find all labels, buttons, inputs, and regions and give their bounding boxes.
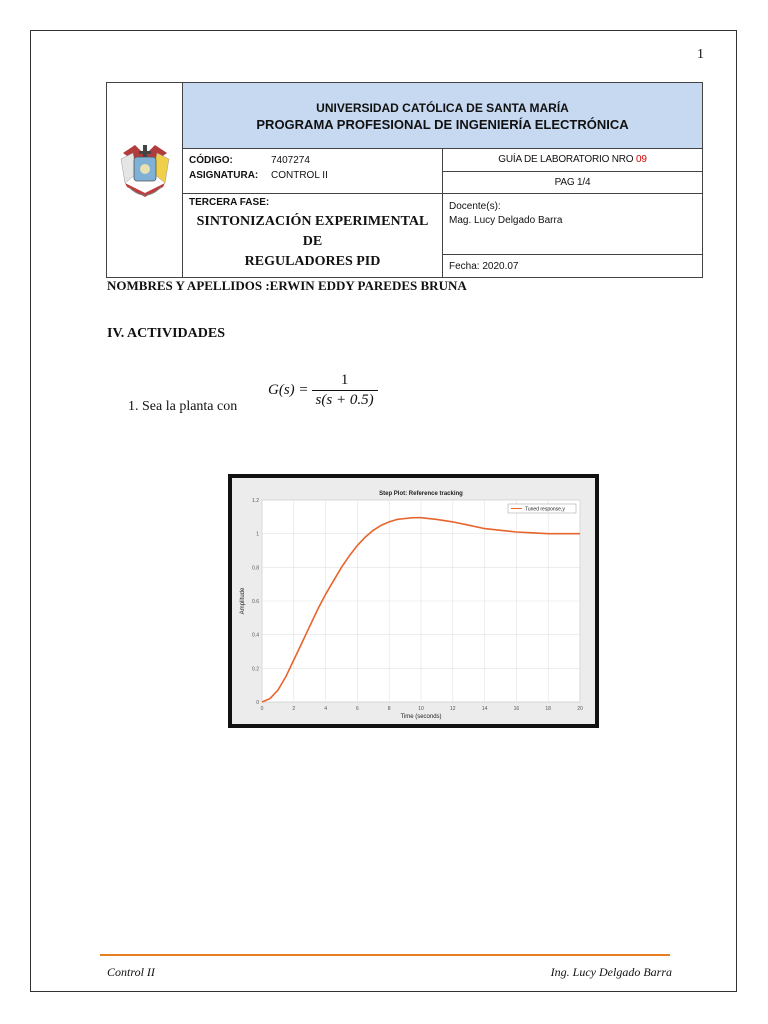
section-title: IV. ACTIVIDADES xyxy=(107,326,226,341)
docente-label: Docente(s): xyxy=(449,201,501,212)
figure-canvas xyxy=(232,478,595,724)
x-tick-label: 20 xyxy=(577,706,583,712)
formula-fraction xyxy=(312,372,378,409)
asignatura-label: ASIGNATURA: xyxy=(189,170,259,181)
page-count-cell xyxy=(443,171,703,194)
phase-label: TERCERA FASE: xyxy=(189,197,270,208)
x-tick-label: 2 xyxy=(292,706,296,712)
university-banner xyxy=(183,83,703,149)
figure-frame xyxy=(228,474,599,728)
activity-item-1: 1. Sea la planta con xyxy=(128,399,238,414)
chart-title: Step Plot: Reference tracking xyxy=(379,491,463,497)
step-response-chart xyxy=(232,478,595,724)
y-tick-label: 0.8 xyxy=(252,565,259,572)
x-tick-label: 4 xyxy=(324,706,327,712)
legend-label: Tuned response,y xyxy=(525,506,565,513)
y-tick-label: 1 xyxy=(256,531,259,538)
document-header-table xyxy=(106,82,703,278)
university-name: UNIVERSIDAD CATÓLICA DE SANTA MARÍA xyxy=(316,101,569,115)
legend xyxy=(508,504,576,513)
formula-denominator: s(s + 0.5) xyxy=(312,390,378,409)
docente-block xyxy=(443,194,702,255)
phase-title-line1: SINTONIZACIÓN EXPERIMENTAL DE xyxy=(196,214,429,249)
x-tick-label: 10 xyxy=(418,706,424,712)
y-axis-label: Amplitude xyxy=(240,587,246,615)
codigo-label: CÓDIGO: xyxy=(189,155,233,166)
y-tick-label: 0.2 xyxy=(252,666,259,673)
asignatura-value: CONTROL II xyxy=(271,170,328,181)
y-tick-label: 0 xyxy=(256,700,259,706)
guia-number: 09 xyxy=(635,154,647,166)
x-axis-label: Time (seconds) xyxy=(400,714,442,720)
guia-label: GUÍA DE LABORATORIO NRO xyxy=(498,154,634,166)
x-tick-label: 0 xyxy=(260,706,264,712)
logo-cell xyxy=(107,83,183,278)
fecha: Fecha: 2020.07 xyxy=(449,260,519,272)
codigo-value: 7407274 xyxy=(271,155,310,166)
footer-course: Control II xyxy=(107,965,155,979)
x-tick-label: 18 xyxy=(545,706,551,712)
program-name: PROGRAMA PROFESIONAL DE INGENIERÍA ELECTRÓNICA xyxy=(256,117,629,132)
y-tick-label: 1.2 xyxy=(252,498,259,504)
student-name-line: NOMBRES Y APELLIDOS :ERWIN EDDY PAREDES BRUNA xyxy=(107,278,467,293)
x-tick-label: 6 xyxy=(356,706,359,712)
formula-lhs: G(s) = xyxy=(268,382,309,398)
x-tick-label: 8 xyxy=(387,706,391,712)
x-tick-label: 14 xyxy=(481,706,488,712)
phase-cell xyxy=(183,194,443,278)
transfer-function xyxy=(268,372,378,409)
x-tick-label: 12 xyxy=(450,706,456,712)
page-count: PAG 1/4 xyxy=(554,176,591,188)
formula-numerator: 1 xyxy=(340,372,349,388)
y-tick-label: 0.6 xyxy=(252,599,259,605)
university-crest-icon xyxy=(107,83,182,261)
footer-divider xyxy=(100,954,670,956)
x-tick-label: 16 xyxy=(513,706,520,712)
page-number: 1 xyxy=(697,47,704,62)
docente-name: Mag. Lucy Delgado Barra xyxy=(449,215,563,226)
phase-title-line2: REGULADORES PID xyxy=(244,254,381,269)
docente-fecha-cell xyxy=(443,194,703,278)
course-info-cell xyxy=(183,149,443,194)
footer-author: Ing. Lucy Delgado Barra xyxy=(550,965,672,979)
y-tick-label: 0.4 xyxy=(252,632,259,639)
guia-cell xyxy=(443,149,703,172)
